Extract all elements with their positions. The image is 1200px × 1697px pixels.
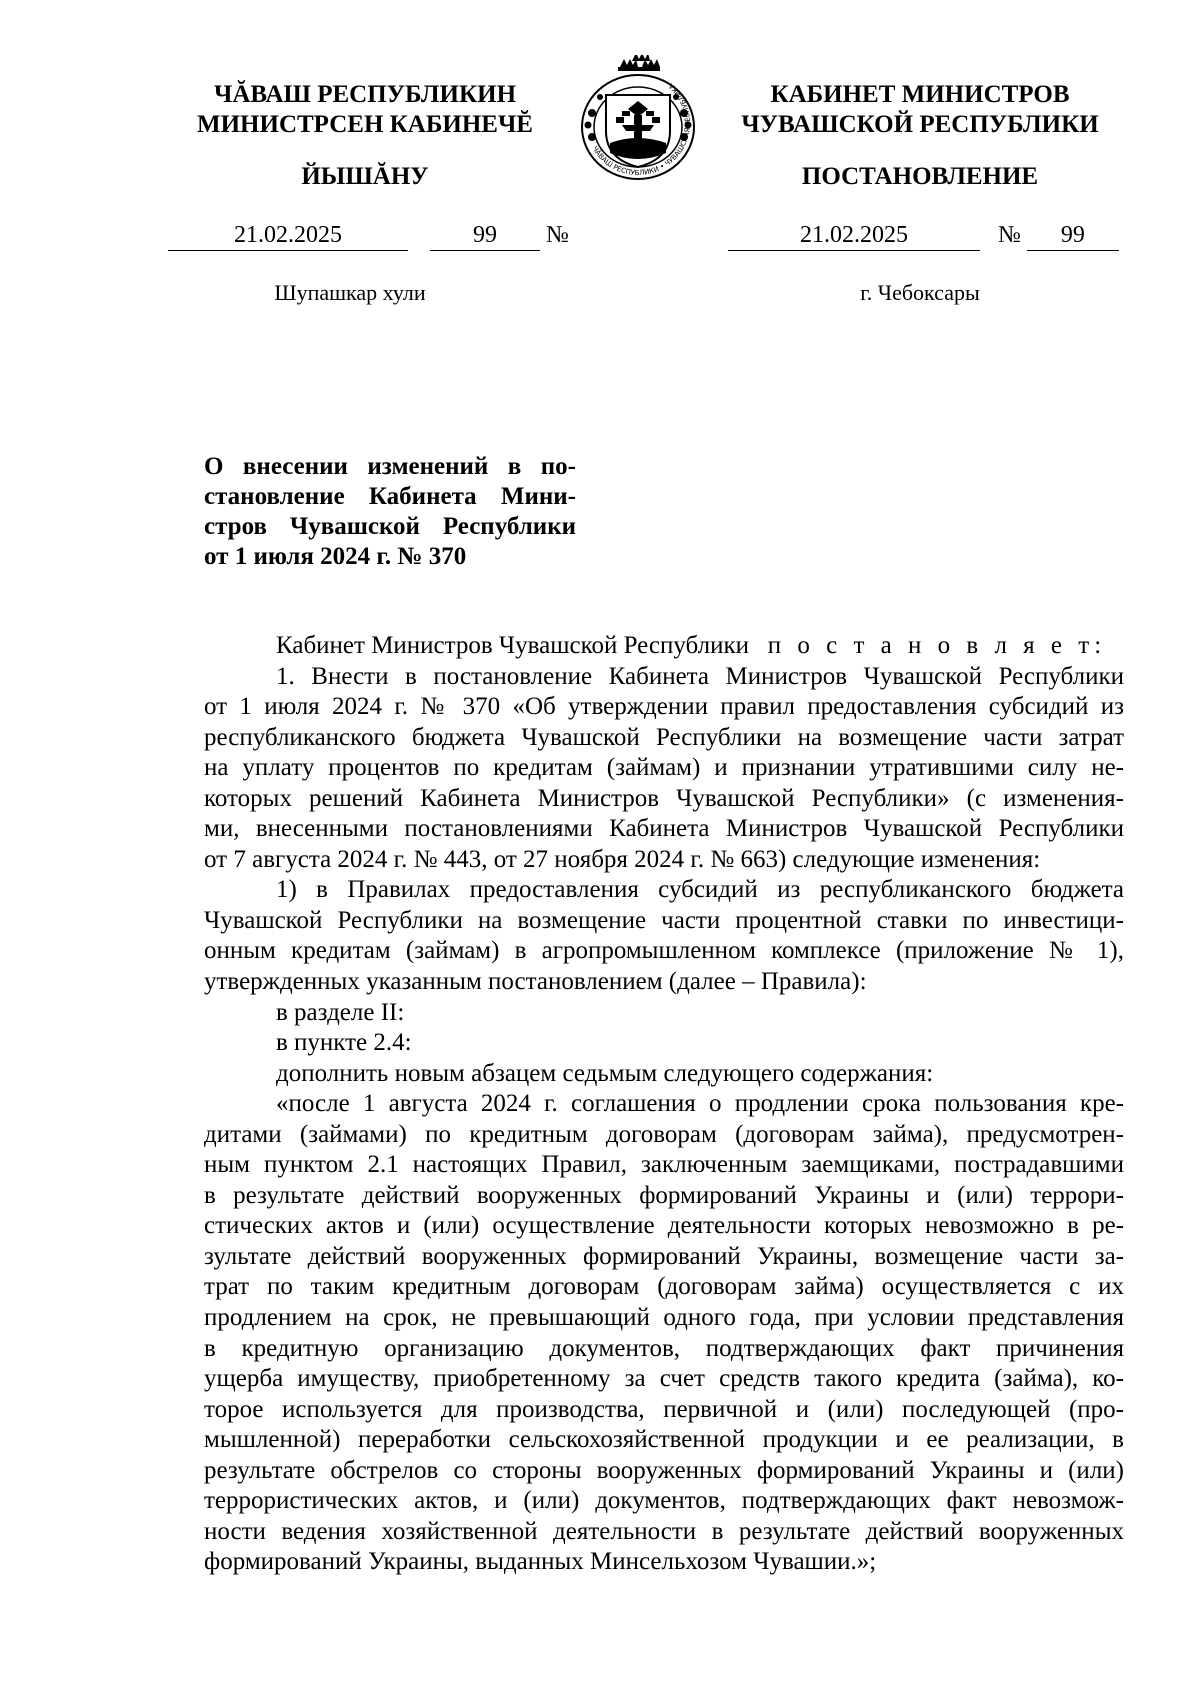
- body-line: 1) в Правилах предоставления субсидий из республиканского бюджета: [276, 876, 1124, 904]
- document-body: [204, 631, 1124, 1578]
- body-line: которых решений Кабинета Министров Чувашской Республики» (с изменения-: [204, 784, 1124, 812]
- body-line: в результате действий вооруженных формирований Украины и (или) террори-: [204, 1181, 1124, 1209]
- body-line: ным пунктом 2.1 настоящих Правил, заключенным заемщиками, пострадавшими: [204, 1151, 1124, 1179]
- body-line: ности ведения хозяйственной деятельности в результате действий вооруженных: [204, 1517, 1124, 1545]
- body-line: «после 1 августа 2024 г. соглашения о продлении срока пользования кре-: [276, 1090, 1124, 1118]
- body-line: на уплату процентов по кредитам (займам) и признании утратившими силу не-: [204, 754, 1124, 782]
- body-line: в разделе II:: [276, 998, 405, 1026]
- body-line: от 7 августа 2024 г. № 443, от 27 ноября 2024 г. № 663) следующие изменения:: [204, 845, 1041, 873]
- body-line: дитами (займами) по кредитным договорам (договорам займа), предусмотрен-: [204, 1120, 1124, 1148]
- chuvash-coat-of-arms-icon: [570, 55, 706, 183]
- title-line: становление Кабинета Мини-: [204, 483, 576, 510]
- left-date: 21.02.2025: [168, 220, 408, 251]
- body-line: Чувашской Республики на возмещение части процентной ставки по инвестици-: [204, 906, 1124, 934]
- intro-line: [204, 631, 1124, 662]
- body-line: результате обстрелов со стороны вооруженных формирований Украины и (или): [204, 1456, 1124, 1484]
- intro-text: Кабинет Министров Чувашской Республики: [276, 632, 750, 659]
- body-line: онным кредитам (займам) в агропромышленном комплексе (приложение № 1),: [204, 937, 1124, 965]
- body-line: стических актов и (или) осуществление деятельности которых невозможно в ре-: [204, 1212, 1124, 1240]
- header-right-org-line-2: ЧУВАШСКОЙ РЕСПУБЛИКИ: [741, 111, 1099, 138]
- emblem-ring-text: ЧĂВАШ РЕСПУБЛИКИ • ЧУВАШСКАЯ РЕСПУБЛИКА: [590, 81, 693, 178]
- right-date: 21.02.2025: [728, 220, 980, 251]
- title-line: от 1 июля 2024 г. № 370: [204, 543, 467, 570]
- body-line: формирований Украины, выданных Минсельхозом Чувашии.»;: [204, 1548, 877, 1576]
- title-line: стров Чувашской Республики: [204, 513, 576, 540]
- document-title: [204, 452, 576, 572]
- right-number: 99: [1027, 220, 1119, 251]
- left-number-sign: №: [546, 222, 569, 248]
- header-left-org: [150, 80, 580, 140]
- header-left-doc-type: ЙЫШĂНУ: [301, 163, 429, 190]
- header-left-org-line-2: МИНИСТРСЕН КАБИНЕЧĔ: [197, 111, 533, 138]
- body-line: зультате действий вооруженных формирований Украины, возмещение части за-: [204, 1242, 1124, 1270]
- header-right-org-line-1: КАБИНЕТ МИНИСТРОВ: [770, 81, 1070, 108]
- place-left: Шупашкар хули: [274, 280, 426, 305]
- body-line: республиканского бюджета Чувашской Республики на возмещение части затрат: [204, 723, 1124, 751]
- header-left-org-line-1: ЧĂВАШ РЕСПУБЛИКИН: [213, 81, 517, 108]
- body-line: утвержденных указанным постановлением (далее – Правила):: [204, 968, 867, 996]
- body-line: мышленной) переработки сельскохозяйственной продукции и ее реализации, в: [204, 1426, 1124, 1454]
- title-line: О внесении изменений в по-: [204, 453, 576, 480]
- body-line: торое используется для производства, первичной и (или) последующей (про-: [204, 1395, 1124, 1423]
- body-line: террористических актов, и (или) документов, подтверждающих факт невозмож-: [204, 1487, 1124, 1515]
- right-number-sign: №: [998, 222, 1021, 248]
- body-line: 1. Внести в постановление Кабинета Министров Чувашской Республики: [276, 662, 1124, 690]
- body-line: трат по таким кредитным договорам (договорам займа) осуществляется с их: [204, 1273, 1124, 1301]
- right-dateline: [728, 220, 1119, 251]
- intro-verb: п о с т а н о в л я е т:: [767, 632, 1107, 659]
- body-line: в пункте 2.4:: [276, 1029, 412, 1057]
- header-right-doc-type: ПОСТАНОВЛЕНИЕ: [801, 163, 1039, 190]
- body-line: в кредитную организацию документов, подтверждающих факт причинения: [204, 1334, 1124, 1362]
- body-line: ми, внесенными постановлениями Кабинета Министров Чувашской Республики: [204, 815, 1124, 843]
- left-dateline: [168, 220, 569, 251]
- body-line: дополнить новым абзацем седьмым следующего содержания:: [276, 1059, 934, 1087]
- place-right: г. Чебоксары: [860, 280, 980, 305]
- body-line: продлением на срок, не превышающий одного года, при условии представления: [204, 1304, 1124, 1332]
- body-line: от 1 июля 2024 г. № 370 «Об утверждении правил предоставления субсидий из: [204, 693, 1124, 721]
- body-line: ущерба имуществу, приобретенному за счет средств такого кредита (займа), ко-: [204, 1365, 1124, 1393]
- left-number: 99: [430, 220, 540, 251]
- header-right-org: [720, 80, 1120, 140]
